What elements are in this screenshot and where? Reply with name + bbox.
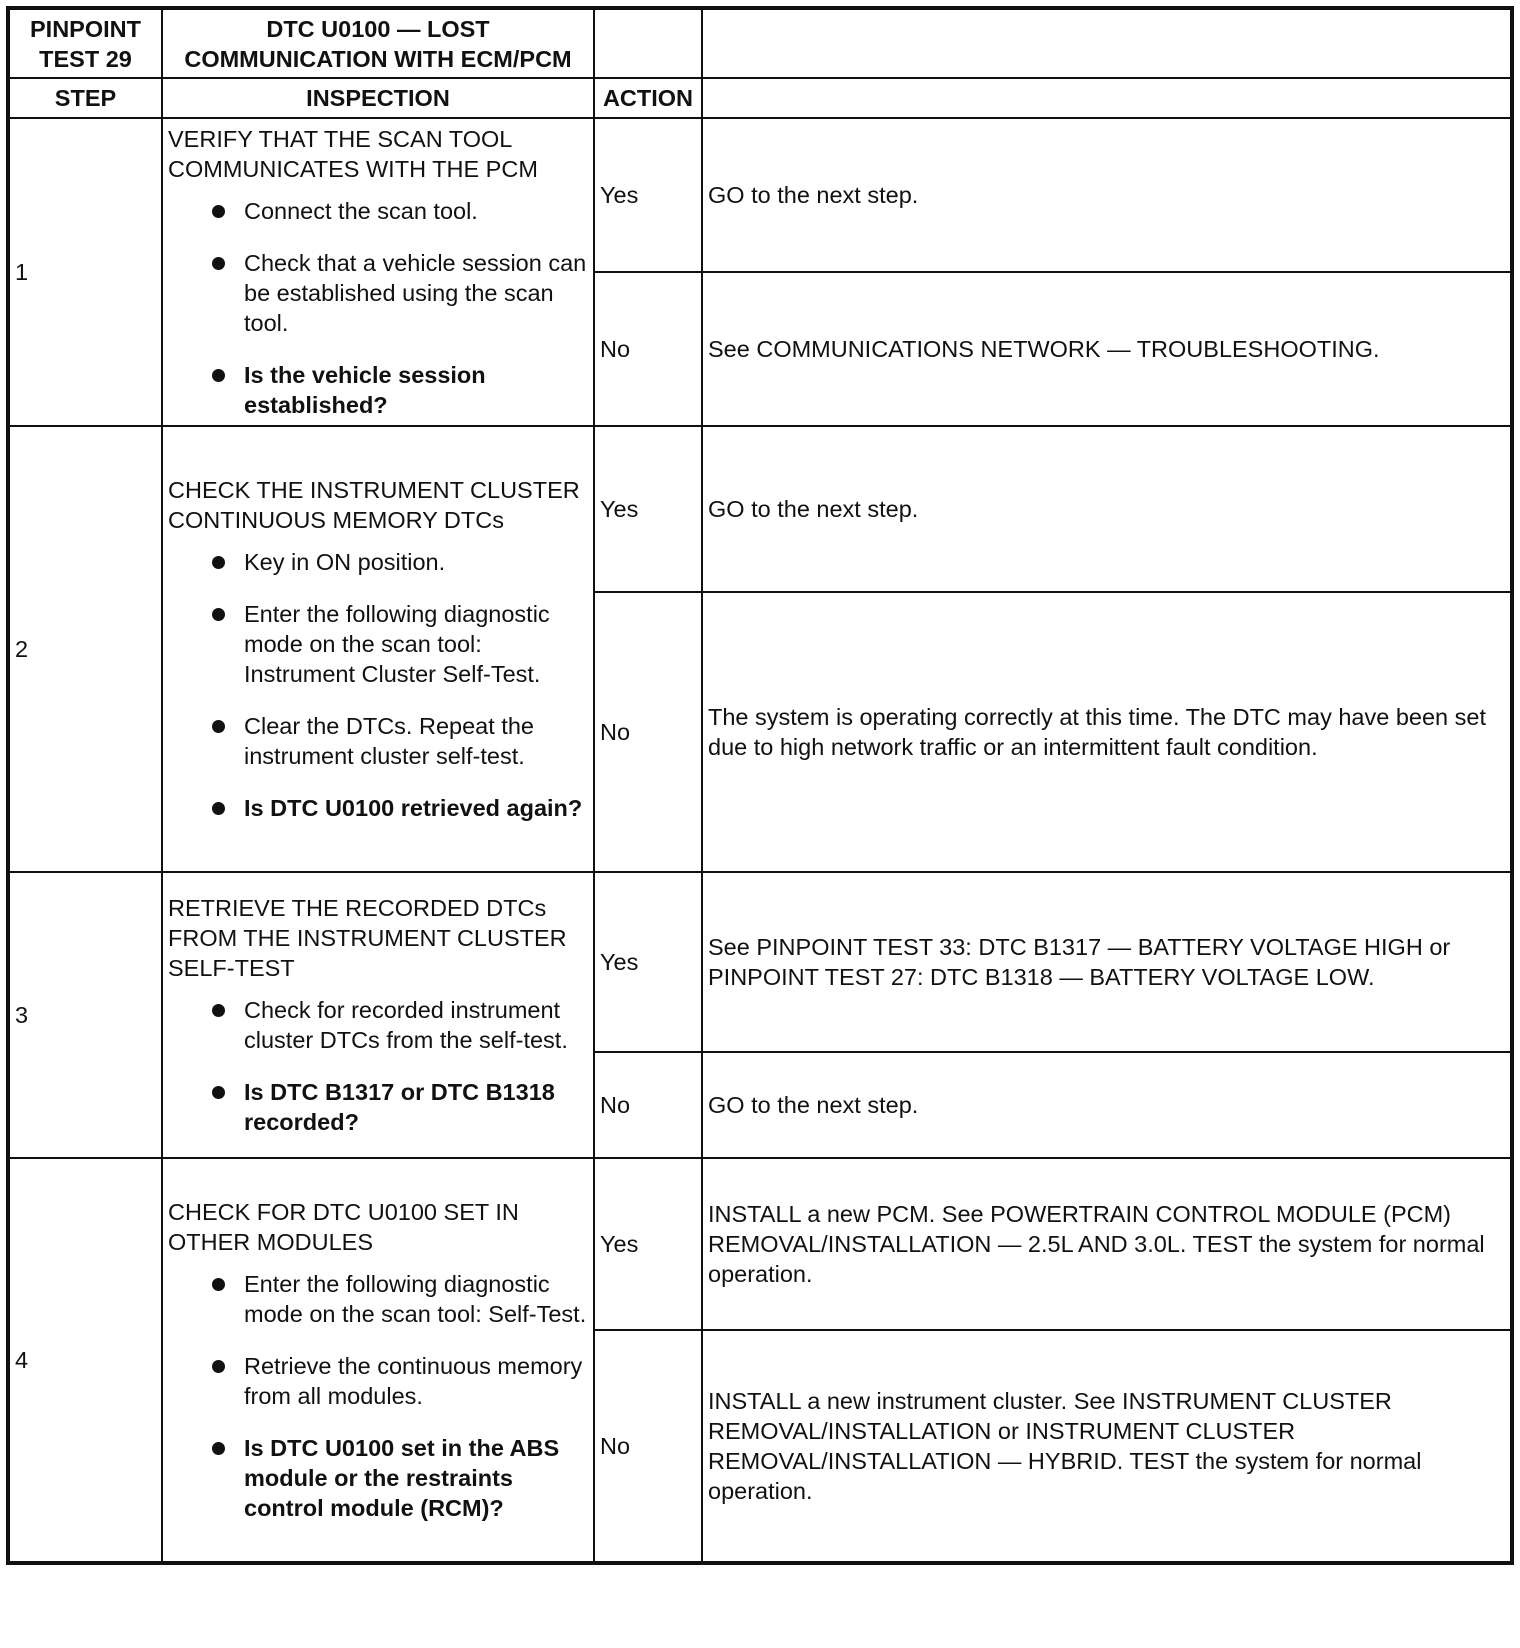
inspection-title: CHECK THE INSTRUMENT CLUSTER CONTINUOUS MEMORY DTCs: [168, 477, 580, 533]
inspection-column-header: INSPECTION: [162, 78, 594, 118]
step-number: 2: [8, 426, 162, 872]
bullet-item: Key in ON position.: [168, 547, 588, 577]
yes-label: Yes: [594, 118, 702, 272]
no-action: See COMMUNICATIONS NETWORK — TROUBLESHOOTING.: [702, 272, 1512, 426]
yes-action: See PINPOINT TEST 33: DTC B1317 — BATTERY VOLTAGE HIGH or PINPOINT TEST 27: DTC B1318 — BATTERY VOLTAGE LOW.: [702, 872, 1512, 1052]
bullet-item: Enter the following diagnostic mode on the scan tool: Instrument Cluster Self-Test.: [168, 599, 588, 689]
step-column-header: STEP: [8, 78, 162, 118]
yes-action: GO to the next step.: [702, 118, 1512, 272]
step-number: 4: [8, 1158, 162, 1563]
inspection-question: Is DTC B1317 or DTC B1318 recorded?: [168, 1077, 588, 1137]
inspection-question: Is DTC U0100 retrieved again?: [168, 793, 588, 823]
inspection-title: VERIFY THAT THE SCAN TOOL COMMUNICATES WITH THE PCM: [168, 126, 538, 182]
step-4-yes-row: [8, 1158, 1512, 1330]
step-number: 3: [8, 872, 162, 1158]
no-action: GO to the next step.: [702, 1052, 1512, 1158]
step-2-yes-row: [8, 426, 1512, 592]
column-header-row: [8, 78, 1512, 118]
step-1-yes-row: [8, 118, 1512, 272]
step-number: 1: [8, 118, 162, 426]
inspection-bullets: [168, 196, 588, 420]
yes-action: GO to the next step.: [702, 426, 1512, 592]
pinpoint-test-table: [6, 6, 1514, 1565]
bullet-item: Connect the scan tool.: [168, 196, 588, 226]
no-action: The system is operating correctly at this time. The DTC may have been set due to high network traffic or an intermittent fault condition.: [702, 592, 1512, 872]
empty-header-cell: [594, 8, 702, 78]
bullet-item: Check for recorded instrument cluster DTCs from the self-test.: [168, 995, 588, 1055]
yes-label: Yes: [594, 872, 702, 1052]
no-label: No: [594, 1052, 702, 1158]
inspection-bullets: [168, 995, 588, 1137]
bullet-item: Clear the DTCs. Repeat the instrument cluster self-test.: [168, 711, 588, 771]
step-inspection: [162, 118, 594, 426]
inspection-question: Is DTC U0100 set in the ABS module or the restraints control module (RCM)?: [168, 1433, 588, 1523]
step-inspection: [162, 426, 594, 872]
bullet-item: Enter the following diagnostic mode on the scan tool: Self-Test.: [168, 1269, 588, 1329]
step-inspection: [162, 872, 594, 1158]
no-label: No: [594, 1330, 702, 1563]
title-row: [8, 8, 1512, 78]
empty-header-cell: [702, 78, 1512, 118]
no-action: INSTALL a new instrument cluster. See INSTRUMENT CLUSTER REMOVAL/INSTALLATION or INSTRUMENT CLUSTER REMOVAL/INSTALLATION — HYBRID. TEST the system for normal operation.: [702, 1330, 1512, 1563]
empty-header-cell: [702, 8, 1512, 78]
inspection-bullets: [168, 1269, 588, 1523]
bullet-item: Retrieve the continuous memory from all modules.: [168, 1351, 588, 1411]
inspection-title: CHECK FOR DTC U0100 SET IN OTHER MODULES: [168, 1199, 519, 1255]
test-label-cell: PINPOINT TEST 29: [8, 8, 162, 78]
no-label: No: [594, 272, 702, 426]
inspection-bullets: [168, 547, 588, 823]
test-title-cell: DTC U0100 — LOST COMMUNICATION WITH ECM/PCM: [162, 8, 594, 78]
yes-label: Yes: [594, 1158, 702, 1330]
step-inspection: [162, 1158, 594, 1563]
bullet-item: Check that a vehicle session can be established using the scan tool.: [168, 248, 588, 338]
yes-label: Yes: [594, 426, 702, 592]
action-column-header: ACTION: [594, 78, 702, 118]
inspection-title: RETRIEVE THE RECORDED DTCs FROM THE INSTRUMENT CLUSTER SELF-TEST: [168, 895, 567, 981]
yes-action: INSTALL a new PCM. See POWERTRAIN CONTROL MODULE (PCM) REMOVAL/INSTALLATION — 2.5L AND 3.0L. TEST the system for normal operation.: [702, 1158, 1512, 1330]
no-label: No: [594, 592, 702, 872]
inspection-question: Is the vehicle session established?: [168, 360, 588, 420]
step-3-yes-row: [8, 872, 1512, 1052]
